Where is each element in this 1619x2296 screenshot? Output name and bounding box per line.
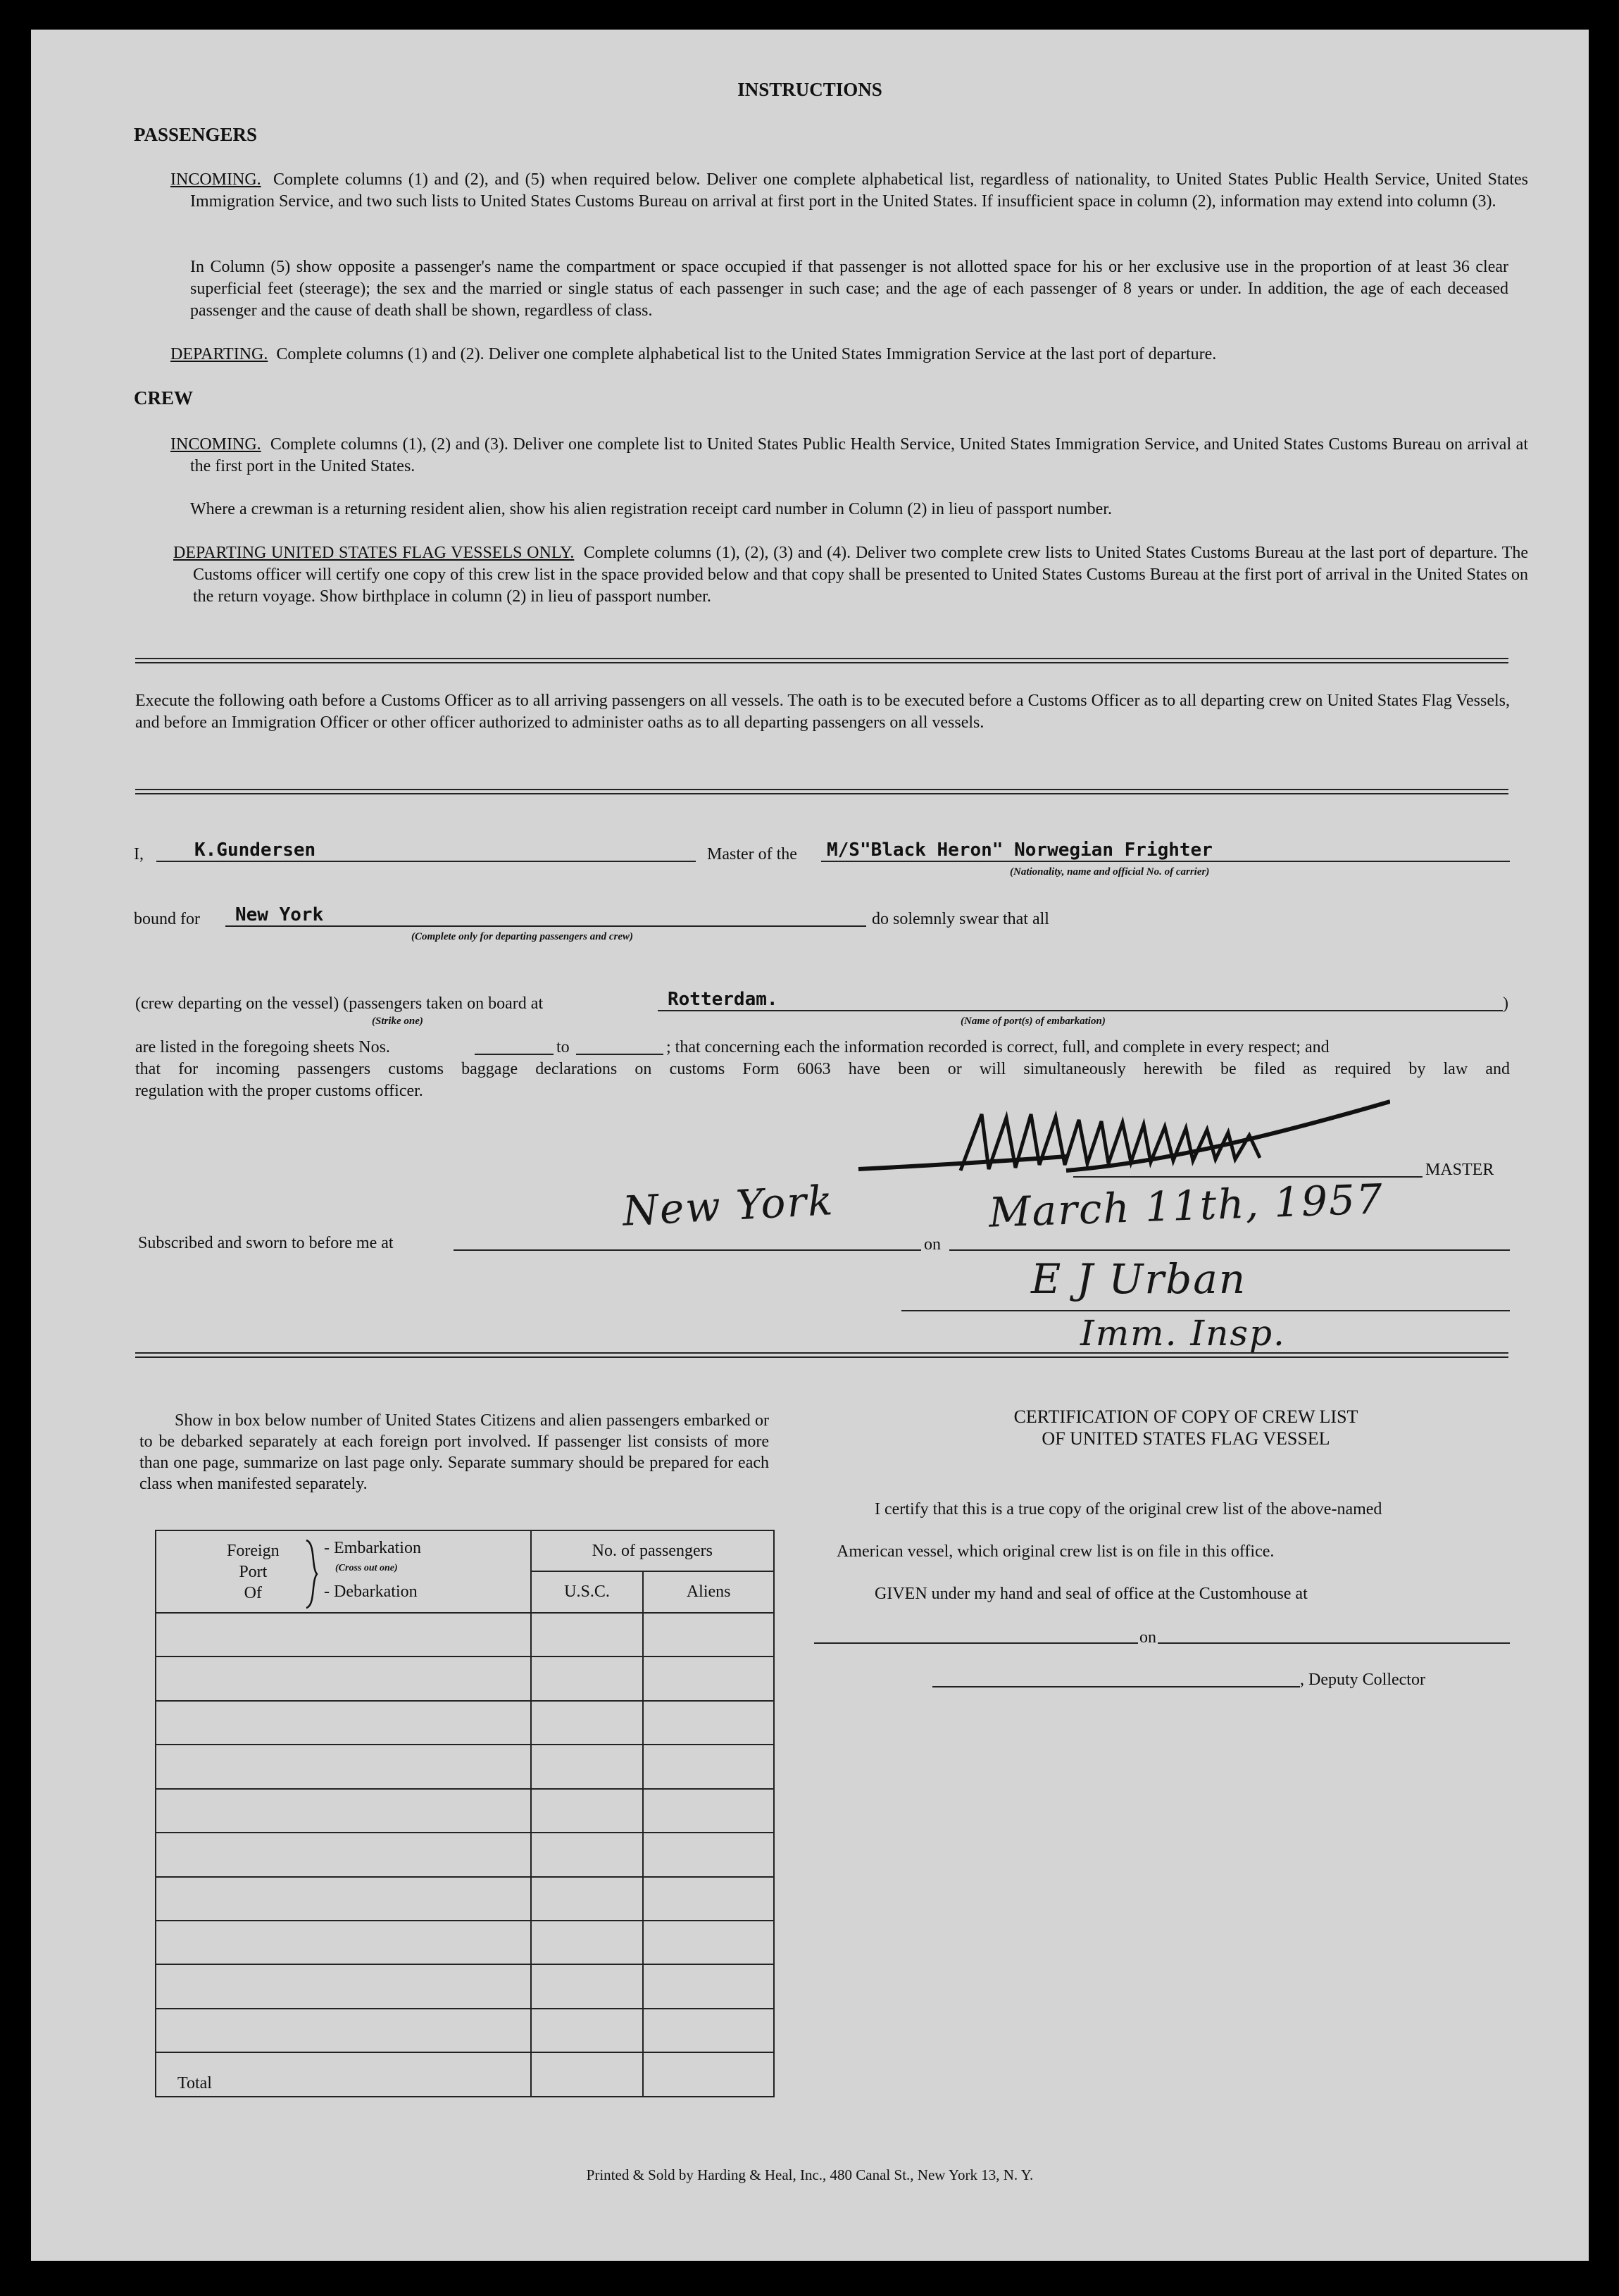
passengers-departing-paragraph (170, 344, 1528, 366)
given-line: GIVEN under my hand and seal of office at the Customhouse at (875, 1585, 1308, 1603)
sworn-on-label: on (924, 1235, 941, 1254)
swear-label: do solemnly swear that all (872, 910, 1049, 928)
sheet-to-line (576, 1054, 663, 1055)
crew-incoming-lead: INCOMING. (170, 435, 261, 454)
sworn-place-handwritten: New York (621, 1176, 835, 1235)
table-row (156, 1789, 774, 1833)
certification-title-line-2: OF UNITED STATES FLAG VESSEL (1042, 1428, 1330, 1449)
subscribed-label: Subscribed and sworn to before me at (138, 1234, 394, 1252)
foreign-label: Foreign (227, 1542, 280, 1561)
table-row (156, 1921, 774, 1964)
embark-port-line (658, 1010, 1503, 1011)
embarkation-label: - Embarkation (324, 1539, 421, 1558)
no-passengers-header: No. of passengers (531, 1530, 774, 1571)
master-signature-icon (855, 1086, 1390, 1185)
crew-resident-paragraph: Where a crewman is a returning resident alien, show his alien registration receipt card number in Column (2) in lieu of passport number. (190, 500, 1112, 518)
table-row (156, 1613, 774, 1657)
passengers-column5-paragraph: In Column (5) show opposite a passenger's name the compartment or space occupied if that passenger is not allotted space for his or her exclusive use in the proportion of at least 36 clear superficial feet (steerage); the sex and the married or single status of each passenger in such case; and the age of each passenger of 8 years or under. In addition, the age of each deceased passenger and the cause of death shall be shown, regardless of class. (190, 258, 1508, 320)
cross-out-note: (Cross out one) (335, 1563, 398, 1574)
certify-line-1: I certify that this is a true copy of the original crew list of the above-named (875, 1500, 1382, 1518)
oath-divider (135, 789, 1508, 794)
crew-incoming-text: Complete columns (1), (2) and (3). Deliver one complete list to United States Public Health Service, United States Immigration Service, and United States Customs Bureau on arrival at the first port in the United States. (190, 435, 1528, 475)
officer-signature-line (901, 1310, 1510, 1311)
page-title: INSTRUCTIONS (737, 79, 882, 100)
listed-text-2: that for incoming passengers customs baggage declarations on customs Form 6063 have been or will simultaneously herewith be filed as required by law and (135, 1060, 1510, 1078)
vessel-line (821, 861, 1510, 862)
customhouse-line (814, 1642, 1138, 1644)
sheet-from-line (475, 1054, 554, 1055)
usc-header: U.S.C. (531, 1571, 644, 1612)
passengers-departing-lead: DEPARTING. (170, 345, 268, 363)
total-row (156, 2052, 774, 2097)
crew-departing-lead: DEPARTING UNITED STATES FLAG VESSELS ONLY. (173, 544, 575, 562)
strike-note: (Strike one) (372, 1016, 423, 1027)
sworn-date-line (949, 1249, 1510, 1251)
sworn-place-line (454, 1249, 921, 1251)
crew-heading: CREW (134, 387, 194, 408)
table-row (156, 1833, 774, 1876)
brace-icon (304, 1539, 320, 1609)
lower-divider (135, 1352, 1508, 1358)
crew-departing-text: Complete columns (1), (2), (3) and (4). Deliver two complete crew lists to United States Customs Bureau at the last port of departure. The Customs officer will certify one copy of this crew list in the space provided below and that copy shall be presented to United States Customs Bureau at the first port of arrival in the United States on the return voyage. Show birthplace in column (2) in lieu of passport number. (193, 544, 1529, 606)
passengers-heading: PASSENGERS (134, 124, 258, 145)
crew-departing-paragraph (173, 542, 1528, 608)
oath-intro: Execute the following oath before a Customs Officer as to all arriving passengers on all vessels. The oath is to be executed before a Customs Officer as to all departing crew on United States Flag Vessels, and before an Immigration Officer or other officer authorized to administer oaths as to all departing passengers on all vessels. (135, 692, 1510, 732)
listed-text-3: regulation with the proper customs officer. (135, 1082, 423, 1100)
table-row (156, 1745, 774, 1788)
passengers-incoming-paragraph (170, 169, 1528, 213)
passenger-summary-table (155, 1530, 775, 2097)
certification-title (869, 1406, 1503, 1449)
table-row (156, 1877, 774, 1921)
debarkation-label: - Debarkation (324, 1583, 418, 1602)
officer-title: Imm. Insp. (1080, 1313, 1286, 1354)
embark-port-field: Rotterdam. (668, 989, 778, 1010)
aliens-header: Aliens (643, 1571, 774, 1612)
port-note: (Name of port(s) of embarkation) (961, 1016, 1106, 1027)
officer-signature: E J Urban (1031, 1255, 1247, 1303)
cert-date-line (1158, 1642, 1510, 1644)
vessel-field: M/S"Black Heron" Norwegian Frighter (827, 840, 1213, 861)
master-of-label: Master of the (707, 845, 797, 863)
oath-i-label: I, (134, 845, 144, 863)
crew-incoming-paragraph (170, 434, 1528, 478)
passengers-departing-text: Complete columns (1) and (2). Deliver one complete alphabetical list to the United States Immigration Service at the last port of departure. (276, 345, 1217, 363)
crew-departing-label: (crew departing on the vessel) (passengers taken on board at (135, 994, 544, 1013)
cert-on-label: on (1139, 1628, 1156, 1647)
of-label: Of (244, 1584, 262, 1603)
total-label: Total (156, 2052, 531, 2097)
to-label: to (556, 1038, 570, 1056)
passengers-incoming-text: Complete columns (1) and (2), and (5) when required below. Deliver one complete alphabetical list, regardless of nationality, to United States Public Health Service, United States Immigration Service, and two such lists to United States Customs Bureau on arrival at first port in the United States. If insufficient space in column (2), information may extend into column (3). (190, 170, 1529, 211)
bound-for-line (225, 925, 866, 927)
document-page (31, 30, 1589, 2261)
table-row (156, 1964, 774, 2008)
table-row (156, 1701, 774, 1745)
passengers-incoming-lead: INCOMING. (170, 170, 261, 189)
bound-for-label: bound for (134, 910, 200, 928)
certify-line-2: American vessel, which original crew list is on file in this office. (837, 1542, 1275, 1561)
port-label: Port (239, 1563, 268, 1582)
listed-label: are listed in the foregoing sheets Nos. (135, 1038, 390, 1056)
printer-footer: Printed & Sold by Harding & Heal, Inc., 480 Canal St., New York 13, N. Y. (586, 2166, 1034, 2183)
section-divider (135, 658, 1508, 663)
close-paren: ) (1503, 994, 1508, 1013)
vessel-note: (Nationality, name and official No. of carrier) (1010, 866, 1210, 878)
deputy-line (932, 1686, 1300, 1687)
summary-instructions: Show in box below number of United States Citizens and alien passengers embarked or to be debarked separately at each foreign port involved. If passenger list consists of more than one page, summarize on last page only. Separate summary should be prepared for each class when manifested separately. (139, 1411, 769, 1493)
master-name-line (156, 861, 696, 862)
bound-for-field: New York (235, 904, 324, 925)
master-label: MASTER (1425, 1161, 1494, 1179)
sworn-date-handwritten: March 11th, 1957 (987, 1175, 1384, 1237)
deputy-label: , Deputy Collector (1300, 1671, 1425, 1689)
bound-for-note: (Complete only for departing passengers and crew) (411, 931, 633, 942)
master-name-field: K.Gundersen (194, 840, 316, 861)
table-row (156, 2009, 774, 2052)
table-row (156, 1657, 774, 1700)
port-header-cell (156, 1530, 531, 1613)
certification-title-line-1: CERTIFICATION OF COPY OF CREW LIST (1013, 1406, 1358, 1427)
listed-text-1: ; that concerning each the information recorded is correct, full, and complete in every respect; and (666, 1038, 1330, 1056)
